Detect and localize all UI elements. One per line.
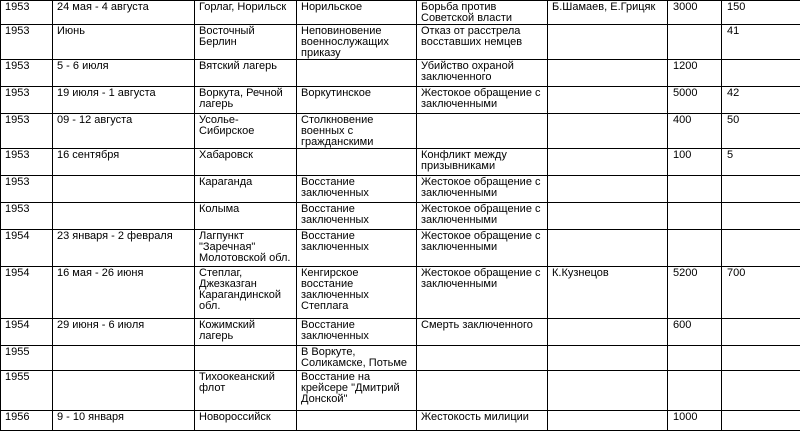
year-cell: 1954 xyxy=(1,319,53,346)
reason-cell: Жестокое обращение с заключенными xyxy=(417,87,548,114)
table-row xyxy=(1,267,800,319)
victims-cell xyxy=(722,346,800,371)
victims-cell xyxy=(722,203,800,230)
victims-cell xyxy=(722,319,800,346)
table-row xyxy=(1,149,800,176)
leaders-cell xyxy=(548,149,668,176)
uprising-name-cell: Восстание на крейсере "Дмитрий Донской" xyxy=(297,371,417,411)
victims-cell: 41 xyxy=(722,25,800,60)
table-row xyxy=(1,25,800,60)
victims-cell: 700 xyxy=(722,267,800,319)
leaders-cell xyxy=(548,371,668,411)
reason-cell: Жестокое обращение с заключенными xyxy=(417,176,548,203)
victims-cell: 50 xyxy=(722,114,800,149)
dates-cell: Июнь xyxy=(53,25,195,60)
uprising-name-cell xyxy=(297,149,417,176)
table-row xyxy=(1,114,800,149)
victims-cell xyxy=(722,411,800,431)
participants-cell: 600 xyxy=(668,319,722,346)
uprising-name-cell: Восстание заключенных xyxy=(297,319,417,346)
reason-cell: Жестокое обращение с заключенными xyxy=(417,267,548,319)
dates-cell: 23 января - 2 февраля xyxy=(53,230,195,267)
leaders-cell xyxy=(548,25,668,60)
year-cell: 1953 xyxy=(1,60,53,87)
uprising-name-cell: Восстание заключенных xyxy=(297,203,417,230)
year-cell: 1954 xyxy=(1,267,53,319)
place-cell: Новороссийск xyxy=(195,411,297,431)
dates-cell: 16 мая - 26 июня xyxy=(53,267,195,319)
uprising-name-cell: В Воркуте, Соликамске, Потьме xyxy=(297,346,417,371)
table-row xyxy=(1,60,800,87)
victims-cell: 42 xyxy=(722,87,800,114)
uprising-name-cell: Воркутинское xyxy=(297,87,417,114)
place-cell: Лагпункт "Заречная" Молотовской обл. xyxy=(195,230,297,267)
participants-cell xyxy=(668,346,722,371)
participants-cell: 100 xyxy=(668,149,722,176)
table-row xyxy=(1,1,800,25)
year-cell: 1953 xyxy=(1,114,53,149)
participants-cell xyxy=(668,176,722,203)
participants-cell: 5200 xyxy=(668,267,722,319)
reason-cell xyxy=(417,346,548,371)
place-cell: Усолье-Сибирское xyxy=(195,114,297,149)
dates-cell: 16 сентября xyxy=(53,149,195,176)
participants-cell: 5000 xyxy=(668,87,722,114)
reason-cell xyxy=(417,114,548,149)
table-row xyxy=(1,230,800,267)
year-cell: 1953 xyxy=(1,149,53,176)
reason-cell: Жестокое обращение с заключенными xyxy=(417,230,548,267)
leaders-cell xyxy=(548,60,668,87)
table-row xyxy=(1,371,800,411)
reason-cell: Смерть заключенного xyxy=(417,319,548,346)
place-cell: Караганда xyxy=(195,176,297,203)
reason-cell xyxy=(417,371,548,411)
year-cell: 1953 xyxy=(1,87,53,114)
reason-cell: Конфликт между призывниками xyxy=(417,149,548,176)
table-row xyxy=(1,87,800,114)
year-cell: 1955 xyxy=(1,346,53,371)
dates-cell xyxy=(53,371,195,411)
place-cell: Вятский лагерь xyxy=(195,60,297,87)
place-cell: Колыма xyxy=(195,203,297,230)
place-cell: Степлаг, Джезказган Карагандинской обл. xyxy=(195,267,297,319)
participants-cell xyxy=(668,371,722,411)
place-cell: Горлаг, Норильск xyxy=(195,1,297,25)
victims-cell xyxy=(722,230,800,267)
table-row xyxy=(1,176,800,203)
year-cell: 1953 xyxy=(1,176,53,203)
leaders-cell xyxy=(548,203,668,230)
dates-cell xyxy=(53,346,195,371)
leaders-cell xyxy=(548,114,668,149)
participants-cell xyxy=(668,230,722,267)
victims-cell: 150 xyxy=(722,1,800,25)
year-cell: 1953 xyxy=(1,203,53,230)
uprising-name-cell: Норильское xyxy=(297,1,417,25)
uprising-name-cell: Восстание заключенных xyxy=(297,176,417,203)
participants-cell: 1000 xyxy=(668,411,722,431)
dates-cell: 9 - 10 января xyxy=(53,411,195,431)
reason-cell: Борьба против Советской власти xyxy=(417,1,548,25)
victims-cell xyxy=(722,176,800,203)
victims-cell xyxy=(722,371,800,411)
reason-cell: Жестокое обращение с заключенными xyxy=(417,203,548,230)
participants-cell xyxy=(668,25,722,60)
place-cell: Кожимский лагерь xyxy=(195,319,297,346)
participants-cell: 1200 xyxy=(668,60,722,87)
leaders-cell xyxy=(548,230,668,267)
leaders-cell xyxy=(548,346,668,371)
victims-cell xyxy=(722,60,800,87)
participants-cell: 3000 xyxy=(668,1,722,25)
year-cell: 1953 xyxy=(1,1,53,25)
uprising-name-cell xyxy=(297,411,417,431)
dates-cell: 29 июня - 6 июля xyxy=(53,319,195,346)
place-cell: Воркута, Речной лагерь xyxy=(195,87,297,114)
dates-cell: 19 июля - 1 августа xyxy=(53,87,195,114)
reason-cell: Отказ от расстрела восставших немцев xyxy=(417,25,548,60)
reason-cell: Убийство охраной заключенного xyxy=(417,60,548,87)
place-cell: Тихоокеанский флот xyxy=(195,371,297,411)
leaders-cell xyxy=(548,411,668,431)
dates-cell xyxy=(53,176,195,203)
table-row xyxy=(1,346,800,371)
year-cell: 1956 xyxy=(1,411,53,431)
year-cell: 1954 xyxy=(1,230,53,267)
table-row xyxy=(1,411,800,431)
participants-cell: 400 xyxy=(668,114,722,149)
place-cell: Хабаровск xyxy=(195,149,297,176)
dates-cell xyxy=(53,203,195,230)
place-cell: Восточный Берлин xyxy=(195,25,297,60)
leaders-cell xyxy=(548,176,668,203)
uprising-name-cell: Восстание заключенных xyxy=(297,230,417,267)
table-row xyxy=(1,203,800,230)
dates-cell: 24 мая - 4 августа xyxy=(53,1,195,25)
uprising-name-cell: Столкновение военных с гражданскими xyxy=(297,114,417,149)
dates-cell: 5 - 6 июля xyxy=(53,60,195,87)
uprising-name-cell: Неповиновение военнослужащих приказу xyxy=(297,25,417,60)
leaders-cell xyxy=(548,87,668,114)
place-cell xyxy=(195,346,297,371)
participants-cell xyxy=(668,203,722,230)
leaders-cell: Б.Шамаев, Е.Грицяк xyxy=(548,1,668,25)
victims-cell: 5 xyxy=(722,149,800,176)
leaders-cell xyxy=(548,319,668,346)
dates-cell: 09 - 12 августа xyxy=(53,114,195,149)
year-cell: 1955 xyxy=(1,371,53,411)
leaders-cell: К.Кузнецов xyxy=(548,267,668,319)
uprising-name-cell: Кенгирское восстание заключенных Степлага xyxy=(297,267,417,319)
uprising-name-cell xyxy=(297,60,417,87)
year-cell: 1953 xyxy=(1,25,53,60)
table-row xyxy=(1,319,800,346)
reason-cell: Жестокость милиции xyxy=(417,411,548,431)
